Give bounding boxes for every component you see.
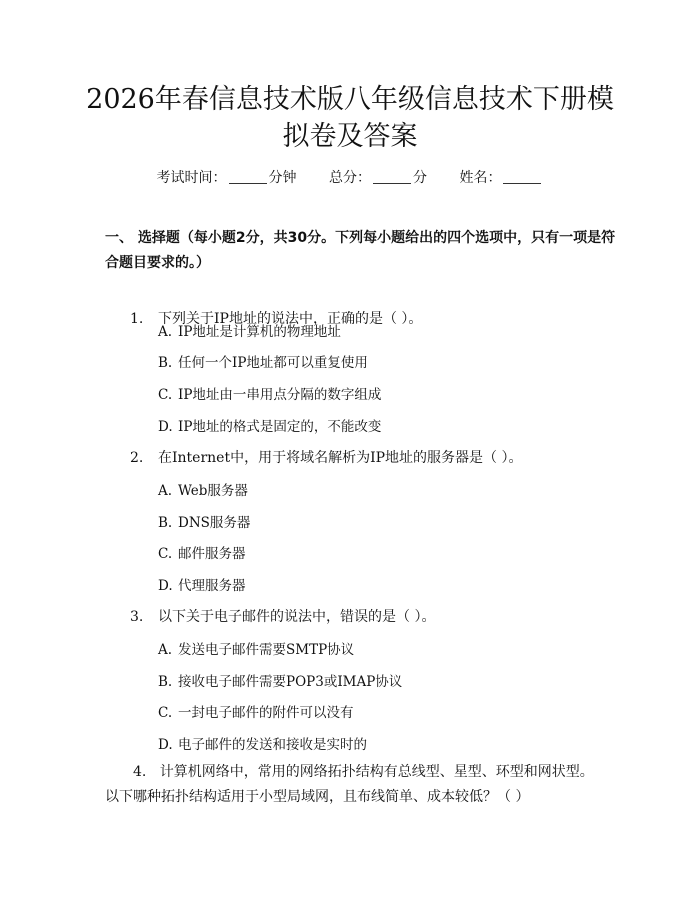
option-text: 发送电子邮件需要SMTP协议 <box>178 642 355 658</box>
question-text: 以下关于电子邮件的说法中，错误的是（ ）。 <box>158 609 436 625</box>
q3-option-b <box>158 671 402 693</box>
q3-option-d <box>158 734 367 756</box>
option-letter: A. <box>158 324 173 340</box>
question-text: 在Internet中，用于将域名解析为IP地址的服务器是（ ）。 <box>158 450 523 466</box>
option-text: Web服务器 <box>178 483 248 499</box>
option-text: 代理服务器 <box>178 578 246 594</box>
question-number: 1. <box>130 311 144 327</box>
q2-option-c <box>158 543 246 565</box>
question-text: 下列关于IP地址的说法中，正确的是（ ）。 <box>158 311 423 327</box>
option-text: DNS服务器 <box>178 515 251 531</box>
option-text: IP地址由一串用点分隔的数字组成 <box>178 387 382 403</box>
question-4 <box>105 760 597 810</box>
q1-option-b <box>158 352 368 374</box>
option-text: 电子邮件的发送和接收是实时的 <box>178 737 367 753</box>
q2-option-d <box>158 575 246 597</box>
score-blank <box>373 169 411 184</box>
q2-option-b <box>158 512 250 534</box>
question-3 <box>130 606 435 628</box>
question-number: 4. <box>133 764 147 780</box>
option-letter: B. <box>158 515 173 531</box>
q1-option-c <box>158 384 381 406</box>
exam-meta <box>0 167 700 189</box>
score-unit: 分 <box>413 170 427 186</box>
question-2 <box>130 447 522 469</box>
option-letter: D. <box>158 737 173 753</box>
name-field <box>459 167 543 189</box>
score-field <box>329 167 427 189</box>
option-letter: D. <box>158 578 173 594</box>
name-label: 姓名： <box>459 170 502 186</box>
time-blank <box>229 169 267 184</box>
name-blank <box>503 169 541 184</box>
question-text: 计算机网络中，常用的网络拓扑结构有总线型、星型、环型和网状型。以下哪种拓扑结构适用于小型局域网，且布线简单、成本较低？（ ） <box>105 764 594 805</box>
time-unit: 分钟 <box>268 170 297 186</box>
option-letter: C. <box>158 546 173 562</box>
option-text: 任何一个IP地址都可以重复使用 <box>178 355 368 371</box>
q3-option-a <box>158 639 354 661</box>
exam-title-line2: 拟卷及答案 <box>282 121 418 152</box>
q1-option-a <box>158 321 341 343</box>
option-letter: B. <box>158 355 173 371</box>
option-text: 接收电子邮件需要POP3或IMAP协议 <box>178 674 403 690</box>
q2-option-a <box>158 480 248 502</box>
exam-title-line1: 2026年春信息技术版八年级信息技术下册模 <box>86 84 614 115</box>
q1-option-d <box>158 416 381 438</box>
option-text: IP地址是计算机的物理地址 <box>178 324 341 340</box>
option-letter: A. <box>158 483 173 499</box>
option-letter: C. <box>158 387 173 403</box>
time-field <box>157 167 297 189</box>
option-text: 一封电子邮件的附件可以没有 <box>178 705 354 721</box>
option-letter: B. <box>158 674 173 690</box>
q3-option-c <box>158 702 354 724</box>
question-number: 2. <box>130 450 144 466</box>
score-label: 总分： <box>329 170 371 186</box>
option-text: IP地址的格式是固定的，不能改变 <box>178 419 382 435</box>
option-letter: D. <box>158 419 173 435</box>
section-heading: 一、 选择题（每小题2分，共30分。下列每小题给出的四个选项中，只有一项是符合题目要求的。） <box>105 230 616 271</box>
option-letter: C. <box>158 705 173 721</box>
option-text: 邮件服务器 <box>178 546 246 562</box>
question-number: 3. <box>130 609 144 625</box>
option-letter: A. <box>158 642 173 658</box>
time-label: 考试时间： <box>156 170 227 186</box>
